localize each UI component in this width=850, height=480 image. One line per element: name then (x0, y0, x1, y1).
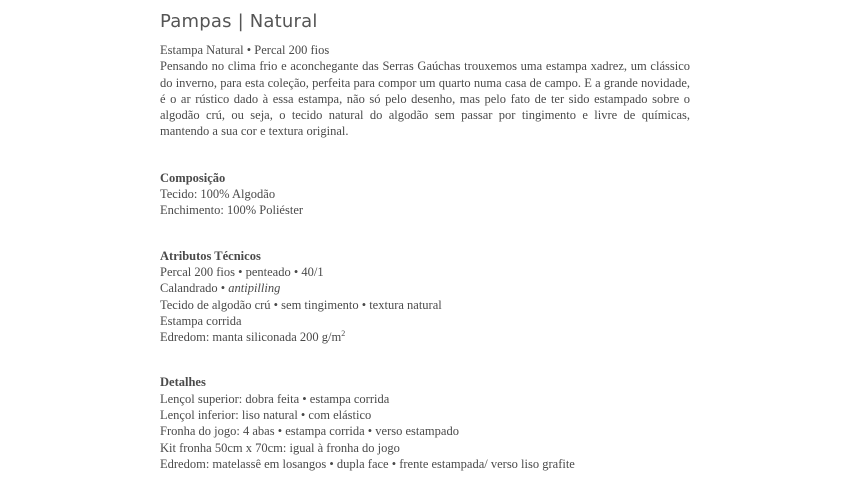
detail-fitted-sheet: Lençol inferior: liso natural • com elástico (160, 408, 372, 423)
product-description (160, 10, 690, 472)
attribute-calandrado (160, 280, 690, 296)
product-subtitle: Estampa Natural • Percal 200 fios (160, 43, 330, 57)
attribute-print: Estampa corrida (160, 313, 242, 328)
composition-filling: Enchimento: 100% Poliéster (160, 203, 304, 218)
attribute-fabric: Tecido de algodão crú • sem tingimento • textura natural (160, 297, 442, 312)
attribute-calandrado-label: Calandrado • (160, 281, 229, 296)
product-title: Pampas | Natural (160, 11, 318, 32)
details-section (160, 374, 690, 472)
product-description-text: Pensando no clima frio e aconchegante das Serras Gaúchas trouxemos uma estampa xadrez, um clássico do inverno, para esta coleção, perfeita para compor um quarto numa casa de campo. E a grande novidade, é o ar rústico dado à essa estampa, não só pelo desenho, mas pelo fato de ter sido estampado sobre o algodão crú, ou seja, o tecido natural do algodão sem passar por tingimento e livre de químicas, mantendo a sua cor e textura original. (160, 59, 690, 139)
attribute-duvet-superscript: 2 (341, 329, 346, 338)
detail-pillowcase: Fronha do jogo: 4 abas • estampa corrida • verso estampado (160, 424, 459, 439)
detail-pillowcase-kit: Kit fronha 50cm x 70cm: igual à fronha do jogo (160, 440, 400, 455)
attribute-percal: Percal 200 fios • penteado • 40/1 (160, 264, 324, 279)
detail-top-sheet: Lençol superior: dobra feita • estampa corrida (160, 391, 390, 406)
composition-title: Composição (160, 170, 226, 185)
technical-attributes-title: Atributos Técnicos (160, 248, 261, 263)
detail-duvet: Edredom: matelassê em losangos • dupla face • frente estampada/ verso liso grafite (160, 456, 575, 471)
attribute-antipilling: antipilling (228, 281, 281, 296)
attribute-duvet-label: Edredom: manta siliconada 200 g/m (160, 330, 342, 345)
composition-section (160, 170, 690, 219)
attribute-duvet (160, 329, 690, 345)
technical-attributes-section (160, 248, 690, 346)
details-title: Detalhes (160, 375, 206, 390)
composition-fabric: Tecido: 100% Algodão (160, 187, 276, 202)
